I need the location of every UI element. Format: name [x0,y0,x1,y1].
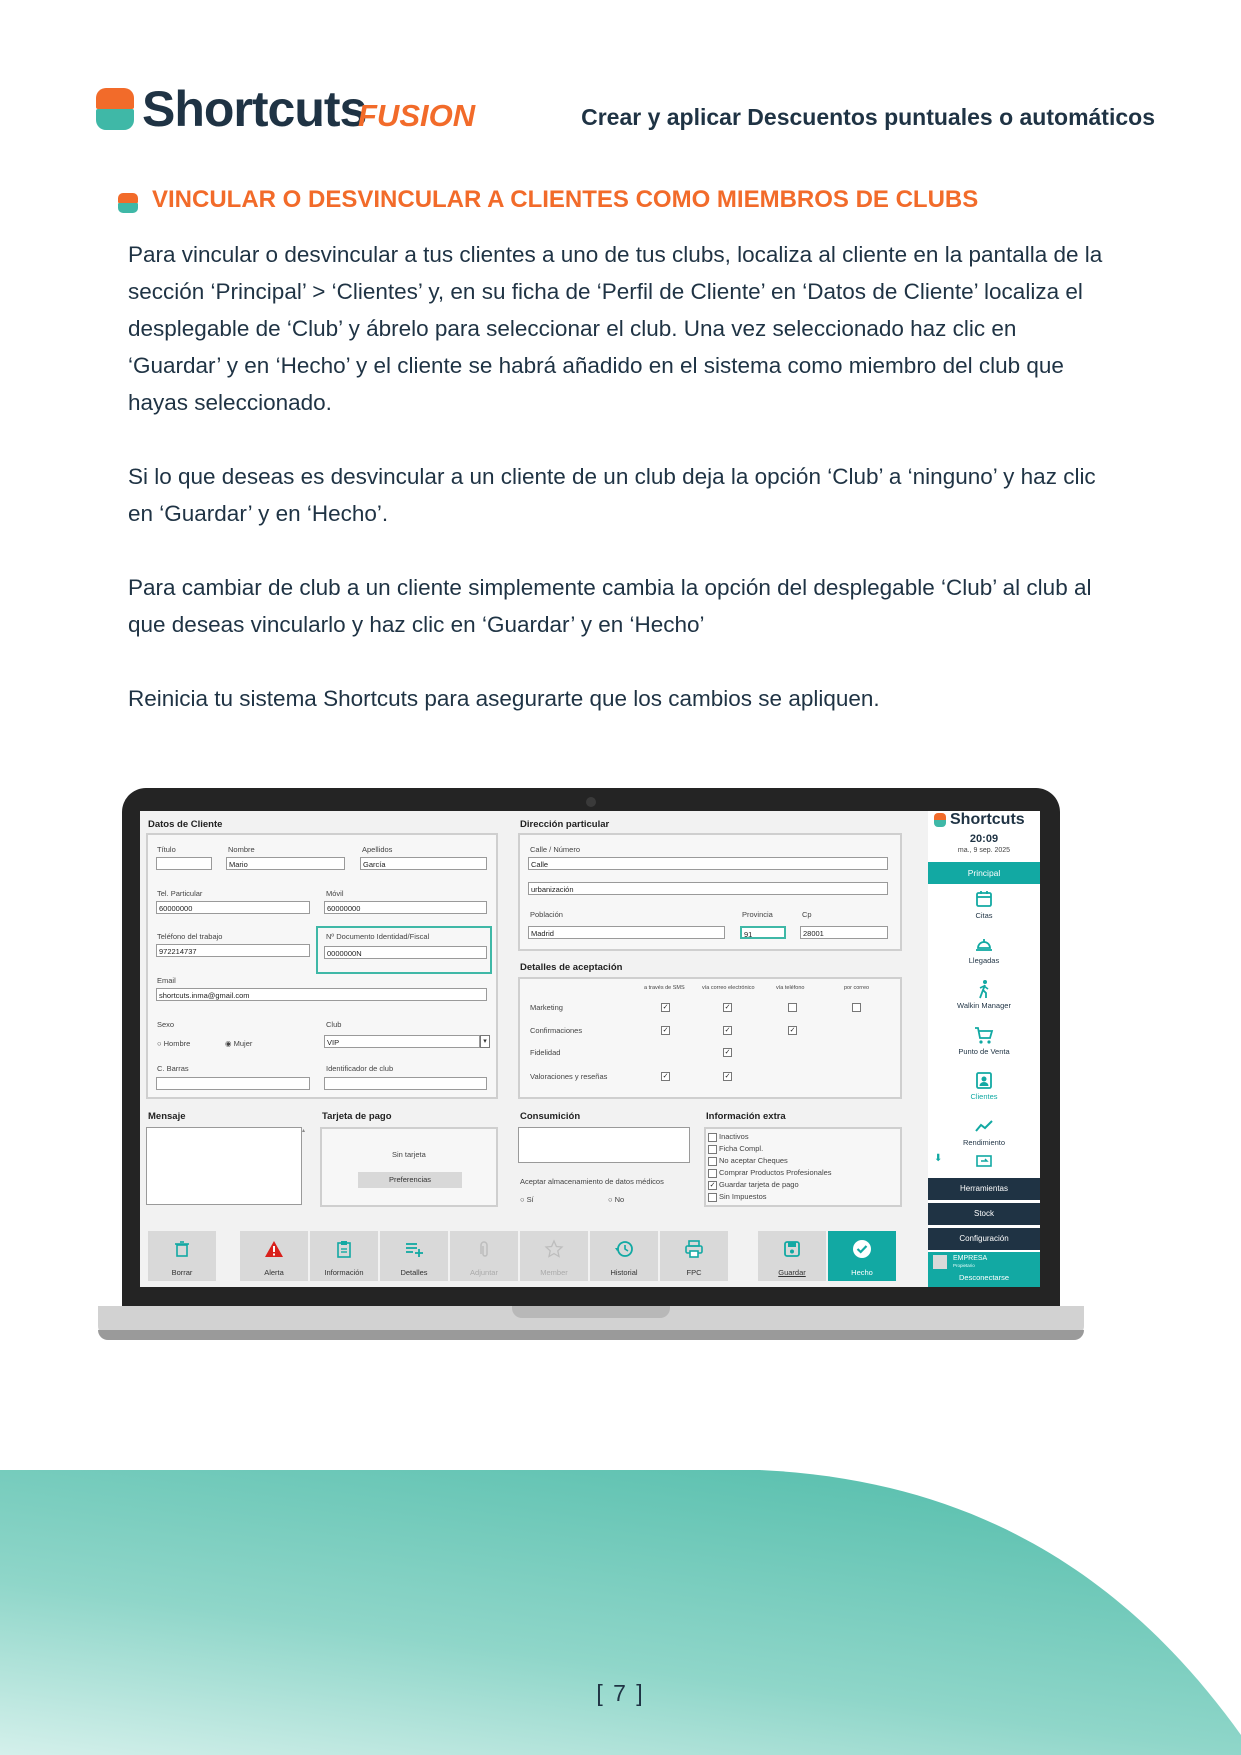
no-label: No [614,1195,625,1204]
calle-field[interactable]: Calle [528,857,888,870]
warning-icon [264,1239,284,1259]
club-select[interactable]: VIP [324,1035,480,1048]
guardar-label: Guardar [778,1268,806,1277]
inactivos-label: Inactivos [719,1132,749,1141]
desconectarse-button[interactable]: Desconectarse [958,1273,1010,1282]
tarjeta-title: Tarjeta de pago [322,1111,392,1122]
confirmaciones-label: Confirmaciones [530,1026,583,1035]
fpc-button[interactable] [660,1231,728,1281]
clock-time: 20:09 [969,833,999,845]
printer-icon [684,1239,704,1259]
sidebar-brand: Shortcuts [950,811,1025,828]
logo-word: Shortcuts [142,81,367,137]
comprar-productos-checkbox[interactable] [708,1169,717,1178]
principal-tab[interactable]: Principal [928,862,1040,884]
tarjeta-panel [320,1127,498,1207]
guardar-button[interactable] [758,1231,826,1281]
club-label: Club [326,1020,342,1029]
body-text [128,236,1108,754]
codigo-barras-label: C. Barras [157,1064,189,1073]
codigo-barras-field[interactable] [156,1077,310,1090]
identificador-club-field[interactable] [324,1077,487,1090]
sidebar-item-llegadas[interactable] [928,934,1040,965]
telefono-trabajo-field[interactable]: 972214737 [156,944,310,957]
sidebar-item-clientes[interactable] [928,1070,1040,1101]
adjuntar-label: Adjuntar [470,1268,498,1277]
paperclip-icon [474,1239,494,1259]
herramientas-button[interactable]: Herramientas [928,1178,1040,1200]
email-field[interactable]: shortcuts.inma@gmail.com [156,988,487,1001]
page-number: [ 7 ] [596,1680,645,1706]
confirmaciones-sms-checkbox[interactable]: ✓ [662,1027,669,1034]
trash-icon [172,1239,192,1259]
star-icon [544,1239,564,1259]
poblacion-field[interactable]: Madrid [528,926,725,939]
adjuntar-button[interactable] [450,1231,518,1281]
apellidos-field[interactable]: García [360,857,487,870]
walking-person-icon [974,979,994,999]
fpc-label: FPC [686,1268,702,1277]
nombre-label: Nombre [228,845,255,854]
shopping-cart-icon [974,1025,994,1045]
informacion-button[interactable] [310,1231,378,1281]
mujer-radio[interactable]: ◉ Mujer [225,1039,253,1048]
calendar-icon [974,889,994,909]
llegadas-label: Llegadas [968,956,1000,965]
movil-field[interactable]: 60000000 [324,901,487,914]
trend-line-icon [974,1116,994,1136]
bell-service-icon [974,934,994,954]
no-aceptar-cheques-label: No aceptar Cheques [719,1156,788,1165]
documento-field[interactable]: 0000000N [324,946,487,959]
marketing-label: Marketing [530,1003,563,1012]
si-label: Sí [526,1195,534,1204]
provincia-field[interactable]: 91 [740,926,786,939]
logo-suffix: FUSION [358,98,476,133]
sidebar-logo-icon [934,813,946,827]
si-radio[interactable]: ○ Sí [520,1195,534,1204]
historial-button[interactable] [590,1231,658,1281]
documento-label: Nº Documento Identidad/Fiscal [326,932,430,941]
paragraph: Para cambiar de club a un cliente simplemente cambia la opción del desplegable ‘Club’ al club al que deseas vincularlo y haz clic en ‘Guardar’ y en ‘Hecho’ [128,575,1092,637]
titulo-label: Título [157,845,176,854]
preferencias-button[interactable]: Preferencias [358,1172,462,1188]
col-email: vía correo electrónico [702,985,755,991]
tel-particular-label: Tel. Particular [157,889,203,898]
col-sms: a través de SMS [644,985,685,991]
calle-label: Calle / Número [530,845,581,854]
save-icon [782,1239,802,1259]
marketing-email-checkbox[interactable]: ✓ [724,1004,731,1011]
alerta-label: Alerta [264,1268,284,1277]
paragraph: Si lo que deseas es desvincular a un cliente de un club deja la opción ‘Club’ a ‘ninguno’ y haz clic en ‘Guardar’ y en ‘Hecho’. [128,464,1096,526]
sidebar-item-citas[interactable] [928,889,1040,920]
informacion-label: Información [324,1268,364,1277]
app-sidebar [928,811,1040,1287]
section-title: VINCULAR O DESVINCULAR A CLIENTES COMO MIEMBROS DE CLUBS [152,186,979,213]
email-label: Email [157,976,176,985]
sidebar-item-walkin[interactable] [928,979,1040,1010]
paragraph: Para vincular o desvincular a tus clientes a uno de tus clubs, localiza al cliente en la pantalla de la sección ‘Principal’ > ‘Clientes’ y, en su ficha de ‘Perfil de Cliente’ en ‘Datos de Cliente’ localiza el desplegable de ‘Club’ y ábrelo para seleccionar el club. Una vez seleccionado haz clic en ‘Guardar’ y en ‘Hecho’ y el cliente se habrá añadido en el sistema como miembro del club que hayas seleccionado. [128,242,1103,415]
valoraciones-email-checkbox[interactable]: ✓ [724,1073,731,1080]
laptop-notch [512,1306,670,1318]
col-correo: por correo [844,985,870,991]
tel-particular-field[interactable]: 60000000 [156,901,310,914]
borrar-button[interactable] [148,1231,216,1281]
borrar-label: Borrar [171,1268,193,1277]
guardar-tarjeta-label: Guardar tarjeta de pago [719,1180,799,1189]
laptop-base-edge [98,1330,1084,1340]
list-add-icon [404,1239,424,1259]
mujer-label: Mujer [233,1039,253,1048]
confirmaciones-telefono-checkbox[interactable]: ✓ [789,1027,796,1034]
citas-label: Citas [975,911,993,920]
provincia-label: Provincia [742,910,773,919]
configuracion-button[interactable]: Configuración [928,1228,1040,1250]
ficha-compl-checkbox[interactable] [708,1145,717,1154]
sin-impuestos-label: Sin Impuestos [719,1192,767,1201]
historial-label: Historial [610,1268,638,1277]
clientes-label: Clientes [970,1092,998,1101]
hombre-label: Hombre [163,1039,191,1048]
rendimiento-label: Rendimiento [962,1138,1006,1147]
decorative-wave [0,1460,1241,1755]
consumicion-title: Consumición [520,1111,581,1122]
marketing-telefono-checkbox[interactable] [788,1003,797,1012]
mensaje-title: Mensaje [148,1111,186,1122]
client-badge-icon [974,1070,994,1090]
scroll-down-arrow-icon[interactable]: ⬇ [934,1153,943,1164]
poblacion-label: Población [530,910,563,919]
sidebar-item-punto-venta[interactable] [928,1025,1040,1056]
comprar-productos-label: Comprar Productos Profesionales [719,1168,832,1177]
valoraciones-label: Valoraciones y reseñas [530,1072,608,1081]
ficha-compl-label: Ficha Compl. [719,1144,764,1153]
app-screenshot [140,811,1040,1287]
avatar [933,1255,947,1269]
empresa-role: Propietario [953,1263,975,1268]
club-dropdown-arrow-icon[interactable]: ▾ [480,1035,490,1048]
cp-label: Cp [802,910,812,919]
telefono-trabajo-label: Teléfono del trabajo [157,932,223,941]
member-label: Member [540,1268,568,1277]
marketing-correo-checkbox[interactable] [852,1003,861,1012]
mensaje-textarea[interactable] [146,1127,302,1205]
member-button[interactable] [520,1231,588,1281]
punto-venta-label: Punto de Venta [958,1047,1010,1056]
identificador-club-label: Identificador de club [326,1064,394,1073]
no-radio[interactable]: ○ No [608,1195,625,1204]
detalles-label: Detalles [400,1268,428,1277]
logo-mark-icon [96,88,134,130]
logout-arrow-icon [974,1155,994,1167]
info-extra-title: Información extra [706,1111,786,1122]
direccion-title: Dirección particular [520,819,610,830]
apellidos-label: Apellidos [362,845,393,854]
hecho-button[interactable] [828,1231,896,1281]
alerta-button[interactable] [240,1231,308,1281]
clipboard-icon [334,1239,354,1259]
sidebar-item-rendimiento[interactable] [928,1116,1040,1147]
sin-impuestos-checkbox[interactable] [708,1193,717,1202]
empresa-label: EMPRESA [953,1255,988,1262]
stock-button[interactable]: Stock [928,1203,1040,1225]
fidelidad-email-checkbox[interactable]: ✓ [724,1049,731,1056]
sexo-label: Sexo [157,1020,175,1029]
valoraciones-sms-checkbox[interactable]: ✓ [662,1073,669,1080]
guardar-tarjeta-checkbox[interactable]: ✓ [709,1182,716,1189]
hecho-label: Hecho [851,1268,873,1277]
fidelidad-label: Fidelidad [530,1048,561,1057]
laptop-camera [586,797,596,807]
shortcuts-fusion-logo [96,81,476,137]
movil-label: Móvil [326,889,344,898]
datos-cliente-title: Datos de Cliente [148,819,223,830]
sin-tarjeta-text: Sin tarjeta [392,1150,426,1159]
mensaje-scrollbar[interactable]: ▴ [302,1128,306,1134]
consumicion-textarea[interactable] [518,1127,690,1163]
paragraph: Reinicia tu sistema Shortcuts para asegurarte que los cambios se apliquen. [128,686,880,711]
col-telefono: vía teléfono [776,985,805,991]
marketing-sms-checkbox[interactable]: ✓ [662,1004,669,1011]
no-aceptar-cheques-checkbox[interactable] [708,1157,717,1166]
document-title: Crear y aplicar Descuentos puntuales o automáticos [581,104,1155,130]
titulo-field[interactable] [156,857,212,870]
check-circle-icon [852,1239,872,1259]
inactivos-checkbox[interactable] [708,1133,717,1142]
confirmaciones-email-checkbox[interactable]: ✓ [724,1027,731,1034]
detalles-button[interactable] [380,1231,448,1281]
aceptar-datos-medicos-label: Aceptar almacenamiento de datos médicos [520,1177,664,1186]
nombre-field[interactable]: Mario [226,857,345,870]
aceptacion-title: Detalles de aceptación [520,962,623,973]
clock-date: ma., 9 sep. 2025 [957,847,1011,854]
cp-field[interactable]: 28001 [800,926,888,939]
section-bullet-icon [118,193,138,213]
user-panel[interactable] [928,1252,1040,1287]
urbanizacion-field[interactable]: urbanización [528,882,888,895]
hombre-radio[interactable]: ○ Hombre [157,1039,191,1048]
history-icon [614,1239,634,1259]
walkin-label: Walkin Manager [957,1001,1011,1010]
